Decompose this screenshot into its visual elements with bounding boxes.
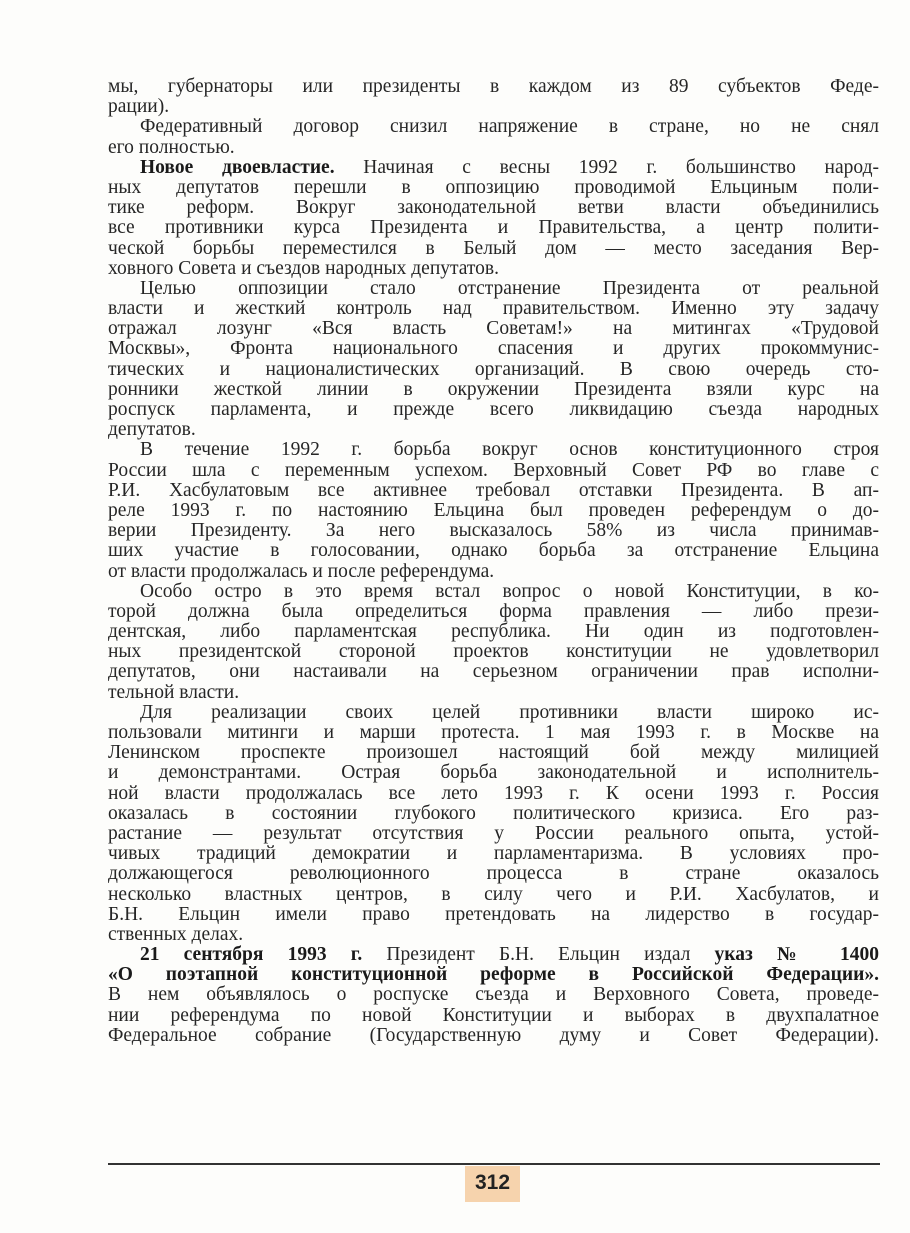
text-line: В нем объявлялось о роспуске съезда и Верховного Совета, проведе- [108, 984, 879, 1006]
text-line: роспуск парламента, и прежде всего ликвидацию съезда народных [108, 399, 879, 420]
text-line [108, 945, 879, 965]
text-line: чивых традиций демократии и парламентаризма. В условиях про- [108, 843, 879, 865]
text-line: Федеральное собрание (Государственную думу и Совет Федерации). [108, 1024, 879, 1046]
paragraph [108, 440, 879, 581]
text-segment: Президент Б.Н. Ельцин издал [362, 944, 715, 966]
text-line: верии Президенту. За него высказалось 58% из числа принимав- [108, 520, 879, 542]
text-line: торой должна была определиться форма правления — либо прези- [108, 600, 879, 622]
text-line: Б.Н. Ельцин имели право претендовать на лидерство в государ- [108, 903, 879, 925]
text-line: Целью оппозиции стало отстранение Президента от реальной [140, 277, 879, 299]
text-line: реле 1993 г. по настоянию Ельцина был проведен референдум о до- [108, 499, 879, 521]
paragraph [108, 945, 879, 1046]
text-line: мы, губернаторы или президенты в каждом из 89 субъектов Феде- [108, 76, 879, 97]
text-line: оказалась в состоянии глубокого политического кризиса. Его раз- [108, 802, 879, 824]
text-line: депутатов. [108, 419, 196, 441]
text-segment: Начиная с весны 1992 г. большинство народ- [334, 156, 879, 178]
text-line: Р.И. Хасбулатовым все активнее требовал отставки Президента. В ап- [108, 479, 879, 501]
text-line: его полностью. [108, 136, 235, 158]
paragraph [108, 279, 879, 441]
text-line: ных президентской стороной проектов конституции не удовлетворил [108, 641, 879, 663]
text-line [108, 158, 879, 178]
text-line: ронники жесткой линии в окружении Президента взяли курс на [108, 378, 879, 400]
text-line: тике реформ. Вокруг законодательной ветви власти объединились [108, 197, 879, 219]
text-line: Федеративный договор снизил напряжение в стране, но не снял [140, 116, 879, 138]
text-line: депутатов, они настаивали на серьезном ограничении прав исполни- [108, 661, 879, 683]
footer-rule [108, 1163, 880, 1165]
text-line: власти и жесткий контроль над правительством. Именно эту задачу [108, 298, 879, 320]
text-line: ческой борьбы переместился в Белый дом — место заседания Вер- [108, 237, 879, 259]
paragraph [108, 703, 879, 945]
paragraph [108, 117, 879, 157]
text-line: должающегося революционного процесса в стране оказалось [108, 863, 879, 885]
bold-text: 21 сентября 1993 г. [140, 944, 363, 966]
text-line: ной власти продолжалась все лето 1993 г. К осени 1993 г. Россия [108, 782, 879, 804]
text-line: рации). [108, 96, 170, 118]
text-line: от власти продолжалась и после референдума. [108, 560, 495, 582]
paragraph [108, 158, 879, 279]
text-line: дентская, либо парламентская республика. Ни один из подготовлен- [108, 621, 879, 643]
text-line: Ленинском проспекте произошел настоящий бой между милицией [108, 742, 879, 764]
paragraph [108, 582, 879, 703]
text-line: ных депутатов перешли в оппозицию проводимой Ельциным поли- [108, 176, 879, 198]
text-line: ших участие в голосовании, однако борьба за отстранение Ельцина [108, 540, 879, 562]
paragraph [108, 77, 879, 117]
text-line: отражал лозунг «Вся власть Советам!» на митингах «Трудовой [108, 318, 879, 340]
text-line: ственных делах. [108, 923, 244, 945]
text-line: и демонстрантами. Острая борьба законодательной и исполнитель- [108, 762, 879, 784]
body-text [108, 77, 879, 1046]
text-line: В течение 1992 г. борьба вокруг основ конституционного строя [140, 439, 879, 461]
text-line: растание — результат отсутствия у России реального опыта, устой- [108, 822, 879, 844]
text-line [108, 965, 879, 985]
text-line: России шла с переменным успехом. Верховный Совет РФ во главе с [108, 459, 879, 481]
text-line: тельной власти. [108, 681, 240, 703]
page-number: 312 [465, 1166, 520, 1202]
text-line: Москвы», Фронта национального спасения и других прокоммунис- [108, 338, 879, 360]
text-line: все противники курса Президента и Правительства, а центр полити- [108, 217, 879, 239]
bold-text: «О поэтапной конституционной реформе в Российской Федерации». [108, 964, 879, 986]
text-line: пользовали митинги и марши протеста. 1 мая 1993 г. в Москве на [108, 722, 879, 743]
bold-text: Новое двоевластие. [140, 156, 335, 178]
text-line: Для реализации своих целей противники власти широко ис- [140, 701, 879, 723]
text-line: Особо остро в это время встал вопрос о новой Конституции, в ко- [140, 580, 879, 602]
text-line: тических и националистических организаций. В свою очередь сто- [108, 358, 879, 380]
text-line: нии референдума по новой Конституции и выборах в двухпалатное [108, 1004, 879, 1026]
bold-text: указ № 1400 [714, 944, 879, 966]
text-line: ховного Совета и съездов народных депутатов. [108, 257, 500, 279]
text-line: несколько властных центров, в силу чего и Р.И. Хасбулатов, и [108, 883, 879, 905]
